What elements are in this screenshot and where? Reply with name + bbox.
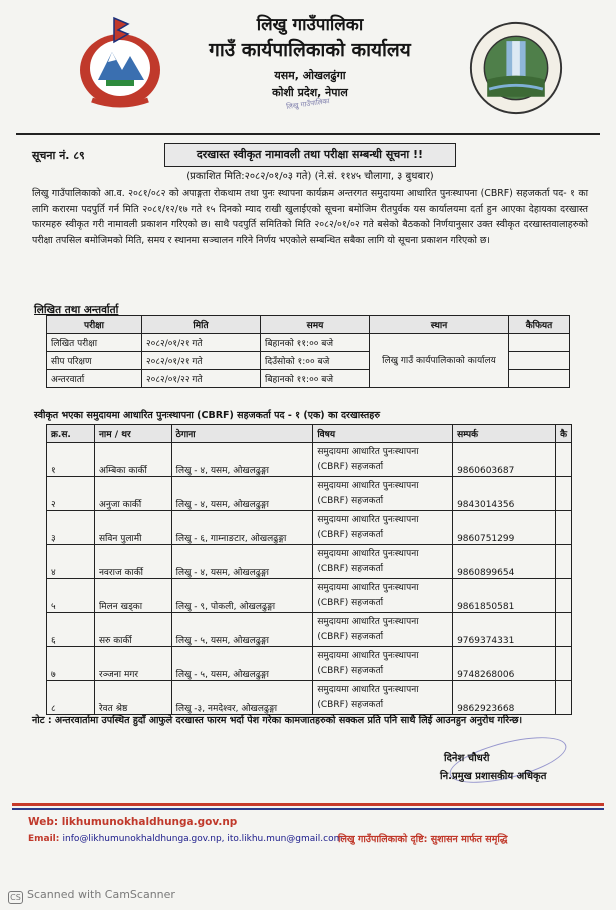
applicants-section-heading: स्वीकृत भएका समुदायमा आधारित पुनःस्थापना (CBRF) सहजकर्ता पद - १ (एक) का दरखास्तहरु (34, 410, 381, 421)
subject-line-2: (CBRF) सहजकर्ता (317, 529, 384, 540)
subject-line-2: (CBRF) सहजकर्ता (317, 665, 384, 676)
watermark-text: Scanned with CamScanner (27, 888, 175, 901)
table-row (47, 334, 570, 352)
applicant-sn: १ (47, 443, 95, 477)
column-header: क्र.स. (47, 425, 95, 443)
table-header-row (47, 425, 572, 443)
signatory-name: दिनेश चौधरी (444, 753, 490, 764)
published-date: (प्रकाशित मिति:२०८२/०१/०३ गते) (ने.सं. ११४५ चौलागा, ३ बुधबार) (186, 171, 434, 182)
exam-time: बिहानको ११:०० बजे (261, 370, 370, 388)
column-header: परीक्षा (47, 316, 142, 334)
applicant-sn: २ (47, 477, 95, 511)
table-row (47, 613, 572, 647)
website-link[interactable]: likhumunokhaldhunga.gov.np (61, 816, 238, 828)
camscanner-watermark (8, 888, 175, 904)
address-line-1: यसम, ओखलढुंगा (274, 69, 346, 82)
subject-line-1: समुदायमा आधारित पुनःस्थापना (317, 480, 419, 491)
exam-remarks (509, 370, 570, 388)
applicant-address: लिखु -३, नमदेश्वर, ओखलढुङ्गा (171, 681, 313, 715)
column-header: मिति (142, 316, 261, 334)
notice-body: लिखु गाउँपालिकाको आ.व. २०८१/०८२ को अपाङ्गता रोकथाम तथा पुनः स्थापना कार्यक्रम अन्तरगत समुदायमा आधारित पुनःस्थापना (CBRF) सहजकर्ता पद- १ का लागि करारमा पदपुर्ति गर्न मिति २०८१/१२/१७ गते १५ दिनको म्याद राखी खुलाईएको सूचना बमोजिम रीतपुर्वक यस कार्यालयमा दर्ता हुन आएका देहायका दरखास्त फारमहरु स्वीकृत गरी नामावली प्रकाशन गरिएको छ। साथै पदपुर्ति समितिको मिति २०८२/०१/०२ गते बसेको बैठकको निर्णयानुसार उक्त स्वीकृत दरखास्तवालाहरुको परीक्षा तपसिल बमोजिमको मिति, समय र स्थानमा सञ्चालन गरिने निर्णय भएकोले सम्बन्धित सबैका लागि यो सूचना प्रकाशन गरिएको छ। (32, 188, 588, 246)
applicant-sn: ४ (47, 545, 95, 579)
address-line-2: कोशी प्रदेश, नेपाल (272, 86, 348, 99)
applicant-remarks (556, 613, 572, 647)
footer-email (28, 834, 342, 844)
applicant-name: अनुजा कार्की (94, 477, 171, 511)
email-label: Email: (28, 834, 60, 844)
exam-remarks (509, 352, 570, 370)
applicant-subject (313, 579, 453, 613)
applicant-name: रेवत श्रेष्ठ (94, 681, 171, 715)
applicant-subject (313, 545, 453, 579)
applicant-remarks (556, 579, 572, 613)
applicant-name: सविन पुलामी (94, 511, 171, 545)
exam-section-heading: लिखित तथा अन्तर्वार्ता (34, 304, 119, 316)
footer-divider-blue (12, 808, 604, 810)
subject-line-2: (CBRF) सहजकर्ता (317, 461, 384, 472)
applicant-contact: 9861850581 (453, 579, 556, 613)
camscanner-icon: CS (8, 891, 23, 904)
subject-line-1: समुदायमा आधारित पुनःस्थापना (317, 446, 419, 457)
exam-type: लिखित परीक्षा (47, 334, 142, 352)
applicant-subject (313, 511, 453, 545)
subject-line-2: (CBRF) सहजकर्ता (317, 631, 384, 642)
applicant-address: लिखु - ५, यसम, ओखलढुङ्गा (171, 647, 313, 681)
applicant-subject (313, 681, 453, 715)
subject-line-2: (CBRF) सहजकर्ता (317, 597, 384, 608)
exam-type: अन्तरवार्ता (47, 370, 142, 388)
website-label: Web: (28, 816, 59, 828)
subject-line-2: (CBRF) सहजकर्ता (317, 563, 384, 574)
applicant-address: लिखु - ५, यसम, ओखलढुङ्गा (171, 613, 313, 647)
applicant-contact: 9862923668 (453, 681, 556, 715)
column-header: सम्पर्क (453, 425, 556, 443)
email-link[interactable]: info@likhumunokhaldhunga.gov.np, ito.likhu.mun@gmail.com (62, 834, 343, 844)
office-stamp: लिखु गाउँपालिका (285, 97, 331, 112)
applicant-address: लिखु - ४, यसम, ओखलढुङ्गा (171, 545, 313, 579)
exam-date: २०८२/०१/२१ गते (142, 352, 261, 370)
exam-schedule-table (46, 315, 570, 388)
table-row (47, 477, 572, 511)
subject-line-1: समुदायमा आधारित पुनःस्थापना (317, 548, 419, 559)
signatory-designation: नि.प्रमुख प्रशासकीय अधिकृत (440, 771, 547, 782)
table-row (47, 647, 572, 681)
column-header: समय (261, 316, 370, 334)
exam-date: २०८२/०१/२२ गते (142, 370, 261, 388)
municipality-name: लिखु गाउँपालिका (256, 15, 364, 35)
applicant-address: लिखु - ४, यसम, ओखलढुङ्गा (171, 443, 313, 477)
column-header: कै (556, 425, 572, 443)
applicant-remarks (556, 477, 572, 511)
applicant-address: लिखु - ९, पोकली, ओखलढुङ्गा (171, 579, 313, 613)
column-header: नाम / थर (94, 425, 171, 443)
subject-line-1: समुदायमा आधारित पुनःस्थापना (317, 616, 419, 627)
applicants-table (46, 424, 572, 715)
table-row (47, 511, 572, 545)
applicant-address: लिखु - ६, गाम्नाङटार, ओखलढुङ्गा (171, 511, 313, 545)
exam-date: २०८२/०१/२१ गते (142, 334, 261, 352)
subject-line-1: समुदायमा आधारित पुनःस्थापना (317, 684, 419, 695)
applicant-name: अम्बिका कार्की (94, 443, 171, 477)
table-row (47, 545, 572, 579)
header-divider (16, 133, 600, 135)
applicant-contact: 9860751299 (453, 511, 556, 545)
exam-remarks (509, 334, 570, 352)
applicant-sn: ६ (47, 613, 95, 647)
exam-time: बिहानको ११:०० बजे (261, 334, 370, 352)
applicant-remarks (556, 443, 572, 477)
applicant-sn: ५ (47, 579, 95, 613)
applicant-subject (313, 443, 453, 477)
applicant-remarks (556, 681, 572, 715)
notice-title: दरखास्त स्वीकृत नामावली तथा परीक्षा सम्बन्धी सूचना !! (164, 143, 456, 167)
table-row (47, 579, 572, 613)
applicant-sn: ३ (47, 511, 95, 545)
applicant-subject (313, 647, 453, 681)
subject-line-2: (CBRF) सहजकर्ता (317, 495, 384, 506)
applicant-contact: 9860603687 (453, 443, 556, 477)
notice-number: सूचना नं. ८९ (32, 149, 85, 162)
exam-venue: लिखु गाउँ कार्यपालिकाको कार्यालय (370, 334, 509, 388)
applicant-contact: 9748268006 (453, 647, 556, 681)
applicant-remarks (556, 511, 572, 545)
exam-type: सीप परिक्षण (47, 352, 142, 370)
footer-divider-red (12, 803, 604, 806)
applicant-name: रञ्जना मगर (94, 647, 171, 681)
applicant-name: सरु कार्की (94, 613, 171, 647)
subject-line-1: समुदायमा आधारित पुनःस्थापना (317, 514, 419, 525)
applicant-name: मिलन खड्का (94, 579, 171, 613)
table-row (47, 681, 572, 715)
column-header: विषय (313, 425, 453, 443)
applicant-subject (313, 613, 453, 647)
applicant-name: नवराज कार्की (94, 545, 171, 579)
applicant-sn: ७ (47, 647, 95, 681)
subject-line-1: समुदायमा आधारित पुनःस्थापना (317, 650, 419, 661)
applicant-sn: ८ (47, 681, 95, 715)
footer-motto: लिखु गाउँपालिकाको दृष्टि: सुशासन मार्फत समृद्धि (338, 834, 508, 845)
subject-line-1: समुदायमा आधारित पुनःस्थापना (317, 582, 419, 593)
applicant-remarks (556, 545, 572, 579)
municipality-seal-logo (468, 20, 564, 116)
applicant-address: लिखु - ४, यसम, ओखलढुङ्गा (171, 477, 313, 511)
table-row (47, 443, 572, 477)
note-text: नोट : अन्तरवार्तामा उपस्थित हुदाँ आफुले दरखास्त फारम भर्दा पेश गरेका कामजातहरुको सक्कल प्रति पनि साथै लिई आउनहुन अनुरोध गरिन्छ। (32, 715, 523, 726)
column-header: कैफियत (509, 316, 570, 334)
office-name: गाउँ कार्यपालिकाको कार्यालय (209, 39, 411, 61)
exam-time: दिउँसोको १:०० बजे (261, 352, 370, 370)
footer-website (28, 816, 237, 828)
applicant-contact: 9860899654 (453, 545, 556, 579)
applicant-remarks (556, 647, 572, 681)
applicant-contact: 9843014356 (453, 477, 556, 511)
column-header: ठेगाना (171, 425, 313, 443)
subject-line-2: (CBRF) सहजकर्ता (317, 699, 384, 710)
table-header-row (47, 316, 570, 334)
applicant-subject (313, 477, 453, 511)
applicant-contact: 9769374331 (453, 613, 556, 647)
column-header: स्थान (370, 316, 509, 334)
